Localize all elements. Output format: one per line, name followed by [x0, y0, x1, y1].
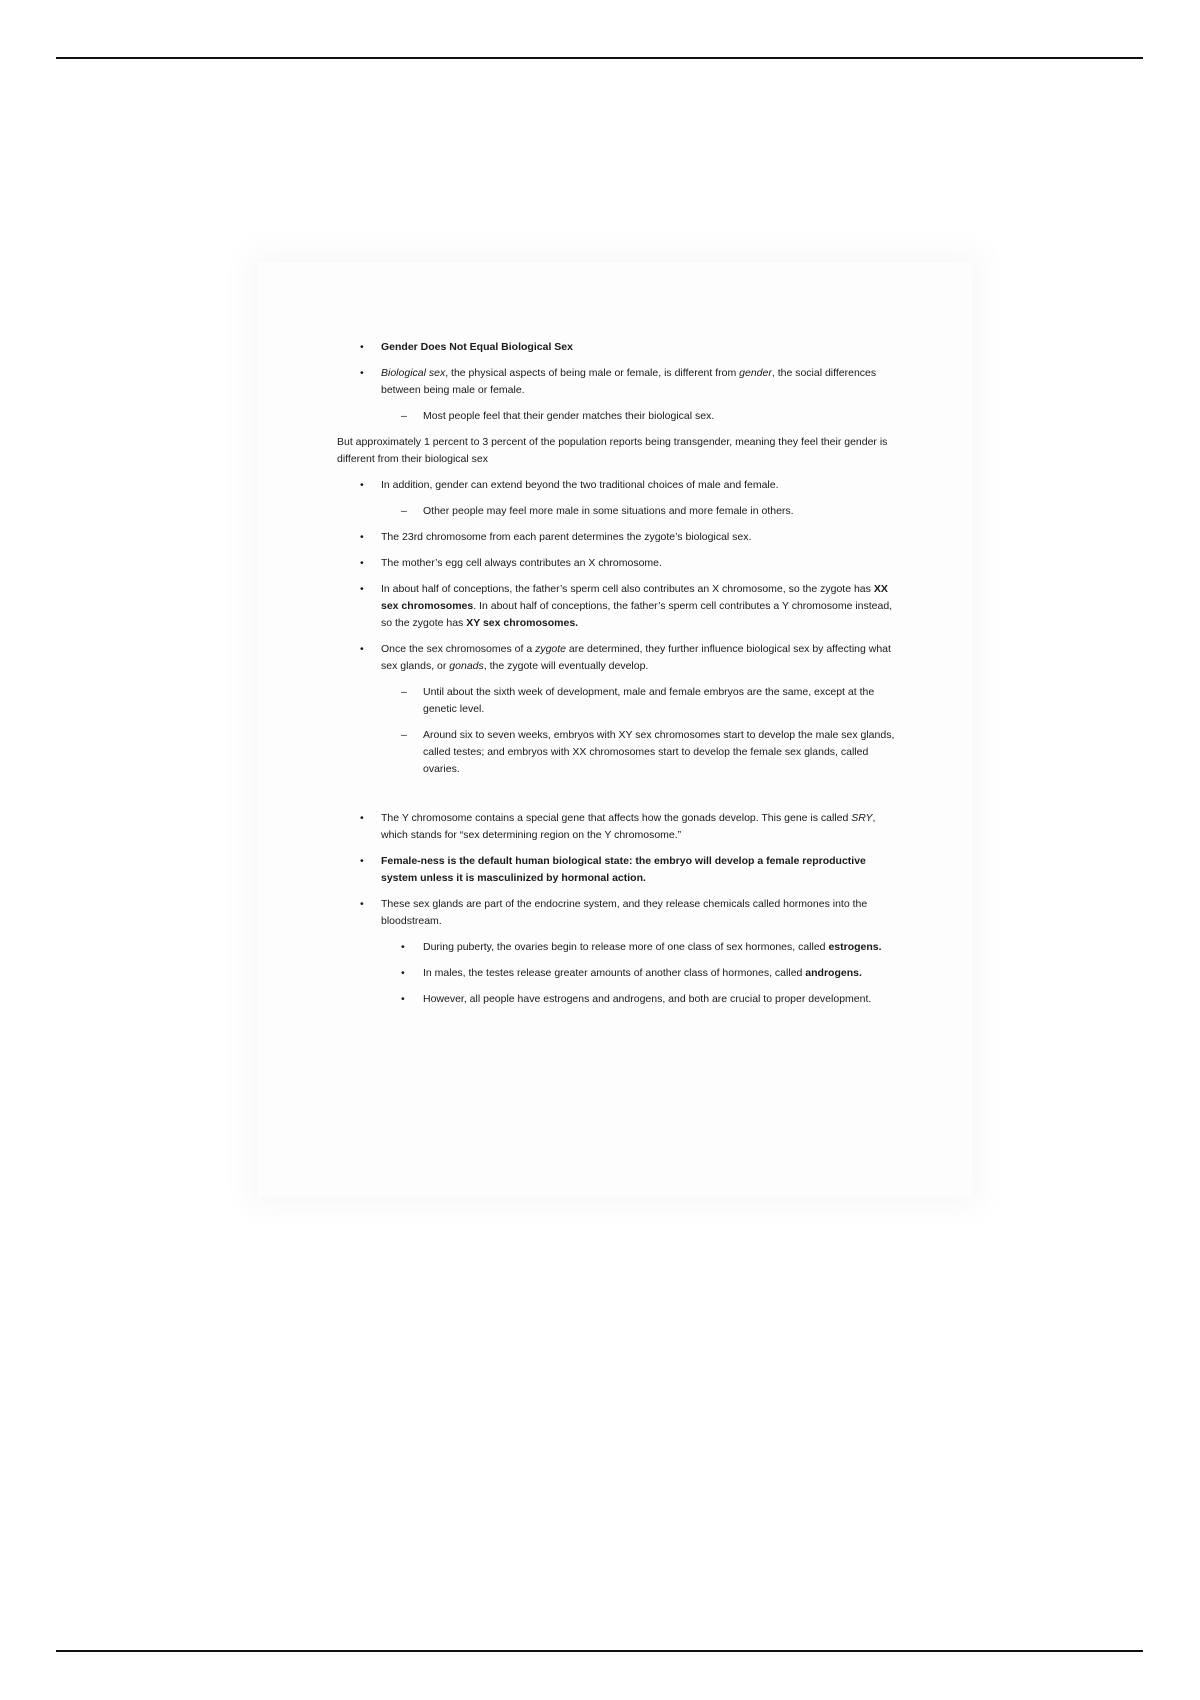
text-run: Most people feel that their gender matches their biological sex. [423, 410, 715, 422]
sub-bullet-item [337, 684, 897, 718]
bullet-item [337, 641, 897, 675]
dash-marker: – [401, 505, 407, 517]
bold-text: Female-ness is the default human biological state: the embryo will develop a female reproductive system unless it is masculinized by hormonal action. [381, 855, 866, 884]
text-run: Other people may feel more male in some situations and more female in others. [423, 505, 794, 517]
bold-text: androgens. [805, 967, 862, 979]
dash-marker: – [401, 686, 407, 698]
bullet-item [337, 365, 897, 399]
text-run: . In about half of conceptions, the father’s sperm cell contributes a Y chromosome instead, so the zygote has [381, 600, 893, 629]
bold-text: XY sex chromosomes. [466, 617, 579, 629]
bullet-item [337, 529, 897, 546]
bullet-item [337, 477, 897, 494]
italic-text: Biological sex [381, 367, 446, 379]
bullet-marker: • [401, 941, 405, 953]
text-run: , the physical aspects of being male or female, is different from [445, 367, 740, 379]
text-run: Once the sex chromosomes of a [381, 643, 536, 655]
dash-marker: – [401, 729, 407, 741]
text-run: These sex glands are part of the endocrine system, and they release chemicals called hormones into the bloodstream. [381, 898, 868, 927]
bullet-item [337, 853, 897, 887]
text-run: are determined, they further influence biological sex by affecting what sex glands, or [381, 643, 891, 672]
text-run: , the zygote will eventually develop. [483, 660, 649, 672]
text-run: During puberty, the ovaries begin to release more of one class of sex hormones, called [423, 941, 829, 953]
sub-bullet-item [337, 408, 897, 425]
bullet-item [337, 339, 897, 356]
bullet-marker: • [360, 479, 364, 491]
bullet-marker: • [360, 898, 364, 910]
body-paragraph [337, 434, 897, 468]
dash-marker: – [401, 410, 407, 422]
sub-bullet-item [337, 991, 897, 1008]
bullet-item [337, 581, 897, 632]
bullet-marker: • [360, 812, 364, 824]
text-run: Around six to seven weeks, embryos with XY sex chromosomes start to develop the male sex glands, called testes; and embryos with XX chromosomes start to develop the female sex glands, called ovaries. [423, 729, 895, 775]
bullet-item [337, 896, 897, 930]
text-run: In addition, gender can extend beyond the two traditional choices of male and female. [381, 479, 779, 491]
bold-text: estrogens. [828, 941, 882, 953]
bullet-marker: • [401, 967, 405, 979]
text-run: However, all people have estrogens and androgens, and both are crucial to proper development. [423, 993, 872, 1005]
sub-bullet-item [337, 503, 897, 520]
bullet-item [337, 555, 897, 572]
bullet-marker: • [401, 993, 405, 1005]
italic-text: zygote [535, 643, 567, 655]
text-run: In about half of conceptions, the father’s sperm cell also contributes an X chromosome, so the zygote has [381, 583, 874, 595]
page-content [337, 339, 897, 1008]
bullet-marker: • [360, 341, 364, 353]
text-run: The mother’s egg cell always contributes an X chromosome. [381, 557, 662, 569]
bullet-marker: • [360, 531, 364, 543]
footer-rule [56, 1650, 1143, 1652]
text-run: The Y chromosome contains a special gene that affects how the gonads develop. This gene is called [381, 812, 852, 824]
text-run: Until about the sixth week of development, male and female embryos are the same, except at the genetic level. [423, 686, 875, 715]
text-run: , which stands for “sex determining region on the Y chromosome.” [381, 812, 876, 841]
sub-bullet-item [337, 965, 897, 982]
bullet-marker: • [360, 855, 364, 867]
text-run: The 23rd chromosome from each parent determines the zygote’s biological sex. [381, 531, 752, 543]
text-run: But approximately 1 percent to 3 percent of the population reports being transgender, meaning they feel their gender is different from their biological sex [337, 436, 888, 465]
text-run: In males, the testes release greater amounts of another class of hormones, called [423, 967, 806, 979]
italic-text: gender [739, 367, 772, 379]
text-run: , the social differences between being male or female. [381, 367, 877, 396]
bold-text: Gender Does Not Equal Biological Sex [381, 341, 573, 353]
sub-bullet-item [337, 939, 897, 956]
sub-bullet-item [337, 727, 897, 778]
bullet-marker: • [360, 583, 364, 595]
header-rule [56, 57, 1143, 59]
italic-text: gonads [449, 660, 484, 672]
bullet-marker: • [360, 367, 364, 379]
bullet-marker: • [360, 643, 364, 655]
bullet-marker: • [360, 557, 364, 569]
bold-text: XX sex chromosomes [381, 583, 888, 612]
bullet-item [337, 810, 897, 844]
italic-text: SRY [851, 812, 873, 824]
